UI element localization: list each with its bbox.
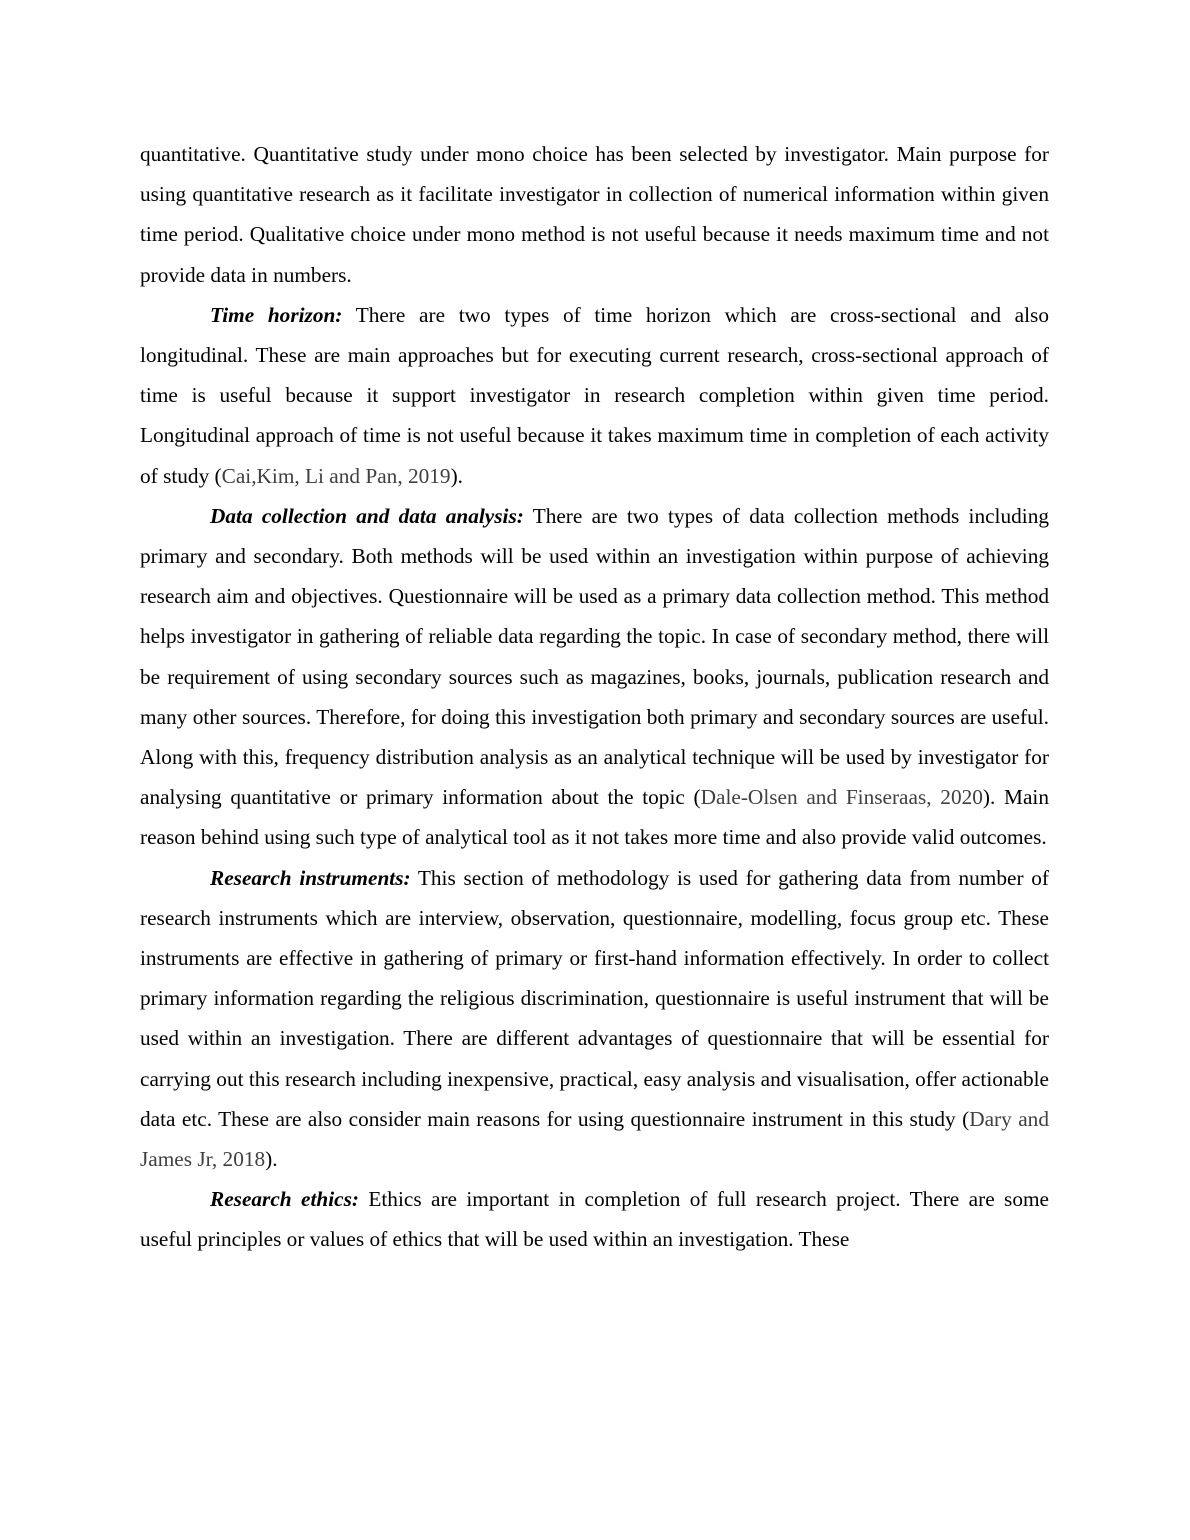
section-heading-data-collection: Data collection and data analysis: <box>210 503 524 528</box>
paragraph-text: Ethics are important in completion of full research project. There are some useful principles or values of ethics that will be used within an investigation. These <box>140 1187 1049 1252</box>
section-heading-research-ethics: Research ethics: <box>210 1187 359 1212</box>
paragraph-text-end: ). <box>450 463 463 488</box>
document-page <box>140 134 1049 1260</box>
citation: Dale-Olsen and Finseraas, 2020 <box>700 785 983 810</box>
paragraph-research-ethics <box>140 1179 1049 1259</box>
section-heading-research-instruments: Research instruments: <box>210 865 411 890</box>
citation: Cai,Kim, Li and Pan, 2019 <box>221 463 451 488</box>
section-heading-time-horizon: Time horizon: <box>210 302 343 327</box>
citation: Dary and James Jr, 2018 <box>140 1106 1049 1172</box>
paragraph-intro <box>140 134 1049 295</box>
paragraph-text: This section of methodology is used for gathering data from number of research instruments which are interview, observation, questionnaire, modelling, focus group etc. These instruments are effective in gathering of primary or first-hand information effectively. In order to collect primary information regarding the religious discrimination, questionnaire is useful instrument that will be used within an investigation. There are different advantages of questionnaire that will be essential for carrying out this research including inexpensive, practical, easy analysis and visualisation, offer actionable data etc. These are also consider main reasons for using questionnaire instrument in this study ( <box>140 865 1049 1131</box>
paragraph-text-end: ). Main reason behind using such type of analytical tool as it not takes more time and also provide valid outcomes. <box>140 785 1049 850</box>
paragraph-time-horizon <box>140 295 1049 496</box>
paragraph-text: quantitative. Quantitative study under mono choice has been selected by investigator. Main purpose for using quantitative research as it facilitate investigator in collection of numerical information within given time period. Qualitative choice under mono method is not useful because it needs maximum time and not provide data in numbers. <box>140 142 1049 287</box>
paragraph-text-end: ). <box>265 1147 278 1172</box>
paragraph-research-instruments <box>140 858 1049 1180</box>
paragraph-text: There are two types of data collection methods including primary and secondary. Both methods will be used within an investigation within purpose of achieving research aim and objectives. Questionnaire will be used as a primary data collection method. This method helps investigator in gathering of reliable data regarding the topic. In case of secondary method, there will be requirement of using secondary sources such as magazines, books, journals, publication research and many other sources. Therefore, for doing this investigation both primary and secondary sources are useful. Along with this, frequency distribution analysis as an analytical technique will be used by investigator for analysing quantitative or primary information about the topic ( <box>140 503 1049 810</box>
paragraph-text: There are two types of time horizon which are cross-sectional and also longitudinal. These are main approaches but for executing current research, cross-sectional approach of time is useful because it support investigator in research completion within given time period. Longitudinal approach of time is not useful because it takes maximum time in completion of each activity of study ( <box>140 302 1049 488</box>
paragraph-data-collection <box>140 496 1049 858</box>
